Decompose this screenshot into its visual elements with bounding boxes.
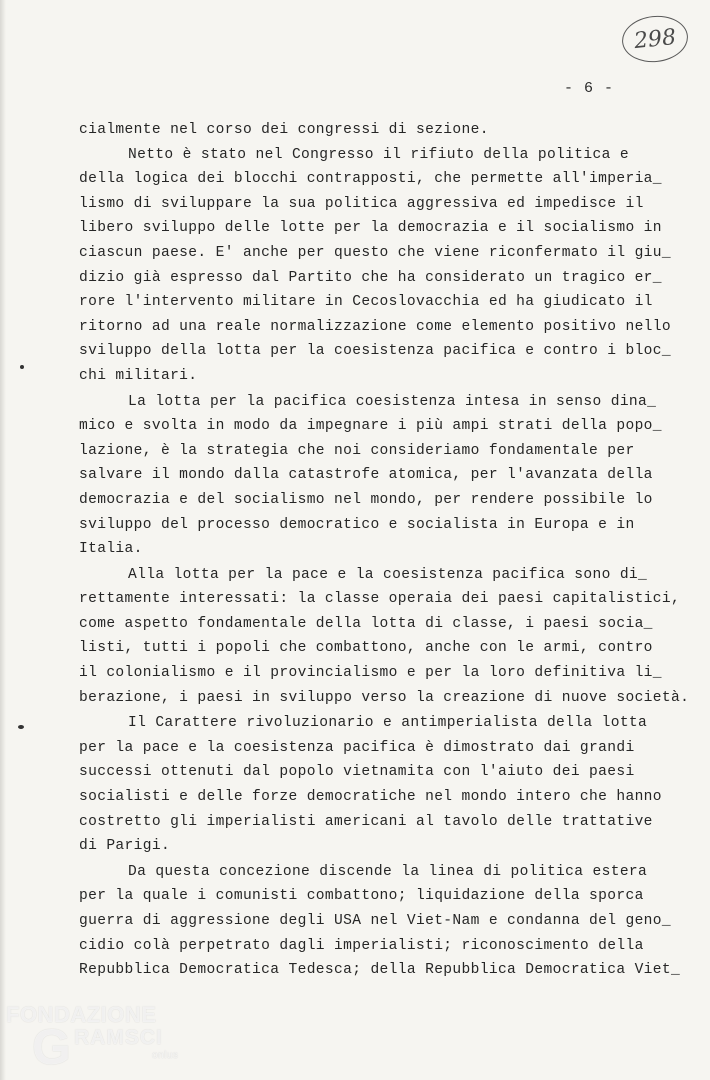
page-number: - 6 - <box>564 80 615 97</box>
text-line: rore l'intervento militare in Cecoslovacchia ed ha giudicato il <box>79 294 653 311</box>
page-edge-shadow <box>0 0 6 1080</box>
text-line: Repubblica Democratica Tedesca; della Repubblica Democratica Viet_ <box>79 962 681 979</box>
text-line: listi, tutti i popoli che combattono, anche con le armi, contro <box>79 640 653 657</box>
text-line: Netto è stato nel Congresso il rifiuto della politica e <box>128 146 629 163</box>
archive-number: 298 <box>632 24 678 54</box>
text-line: sviluppo del processo democratico e socialista in Europa e in <box>79 516 635 533</box>
text-line: come aspetto fondamentale della lotta di classe, i paesi socia_ <box>79 615 653 632</box>
text-line: per la quale i comunisti combattono; liquidazione della sporca <box>79 888 644 905</box>
text-line: costretto gli imperialisti americani al tavolo delle trattative <box>79 813 653 830</box>
text-line: Il Carattere rivoluzionario e antimperialista della lotta <box>128 715 648 732</box>
text-line: lismo di sviluppare la sua politica aggressiva ed impedisce il <box>79 195 644 212</box>
text-line: socialisti e delle forze democratiche nel mondo intero che hanno <box>79 789 662 806</box>
watermark-initial-g: G <box>32 1019 71 1075</box>
text-line: La lotta per la pacifica coesistenza intesa in senso dina_ <box>128 393 657 410</box>
text-line: Italia. <box>79 541 143 558</box>
fondazione-gramsci-watermark <box>4 1000 204 1080</box>
text-line: libero sviluppo delle lotte per la democrazia e il socialismo in <box>79 220 662 237</box>
text-line: ciascun paese. E' anche per questo che viene riconfermato il giu_ <box>79 244 671 261</box>
watermark-line-gramsci: RAMSCI <box>74 1026 163 1049</box>
text-line: di Parigi. <box>79 838 171 855</box>
text-line: dizio già espresso dal Partito che ha considerato un tragico er_ <box>79 269 662 286</box>
text-line: per la pace e la coesistenza pacifica è dimostrato dai grandi <box>79 739 635 756</box>
text-line: mico e svolta in modo da impegnare i più ampi strati della popo_ <box>79 418 662 435</box>
text-line: guerra di aggressione degli USA nel Viet-Nam e condanna del geno_ <box>79 913 671 929</box>
text-line: sviluppo della lotta per la coesistenza pacifica e contro i bloc_ <box>79 343 671 360</box>
archive-number-stamp <box>620 13 690 66</box>
document-body <box>79 118 690 983</box>
margin-dot-mark <box>18 725 24 729</box>
text-line: democrazia e del socialismo nel mondo, per rendere possibile lo <box>79 491 653 508</box>
watermark-line-fondazione: FONDAZIONE <box>6 1002 157 1027</box>
text-line: salvare il mondo dalla catastrofe atomica, per l'avanzata della <box>79 467 653 484</box>
text-line: Alla lotta per la pace e la coesistenza pacifica sono di_ <box>128 566 648 583</box>
text-line: berazione, i paesi in sviluppo verso la creazione di nuove società. <box>79 689 690 706</box>
text-line: cialmente nel corso dei congressi di sezione. <box>79 122 489 138</box>
text-line: Da questa concezione discende la linea di politica estera <box>128 863 648 880</box>
text-line: successi ottenuti dal popolo vietnamita con l'aiuto dei paesi <box>79 764 635 781</box>
watermark-line-onlus: onlus <box>152 1050 179 1061</box>
text-line: cidio colà perpetrato dagli imperialisti; riconoscimento della <box>79 937 644 954</box>
text-line: chi militari. <box>79 367 198 384</box>
margin-dot-mark <box>20 365 24 369</box>
text-line: lazione, è la strategia che noi consideriamo fondamentale per <box>79 442 635 459</box>
text-line: rettamente interessati: la classe operaia dei paesi capitalistici, <box>79 591 681 608</box>
text-line: della logica dei blocchi contrapposti, che permette all'imperia_ <box>79 171 662 188</box>
text-line: ritorno ad una reale normalizzazione come elemento positivo nello <box>79 318 671 335</box>
text-line: il colonialismo e il provincialismo e per la loro definitiva li_ <box>79 665 662 682</box>
